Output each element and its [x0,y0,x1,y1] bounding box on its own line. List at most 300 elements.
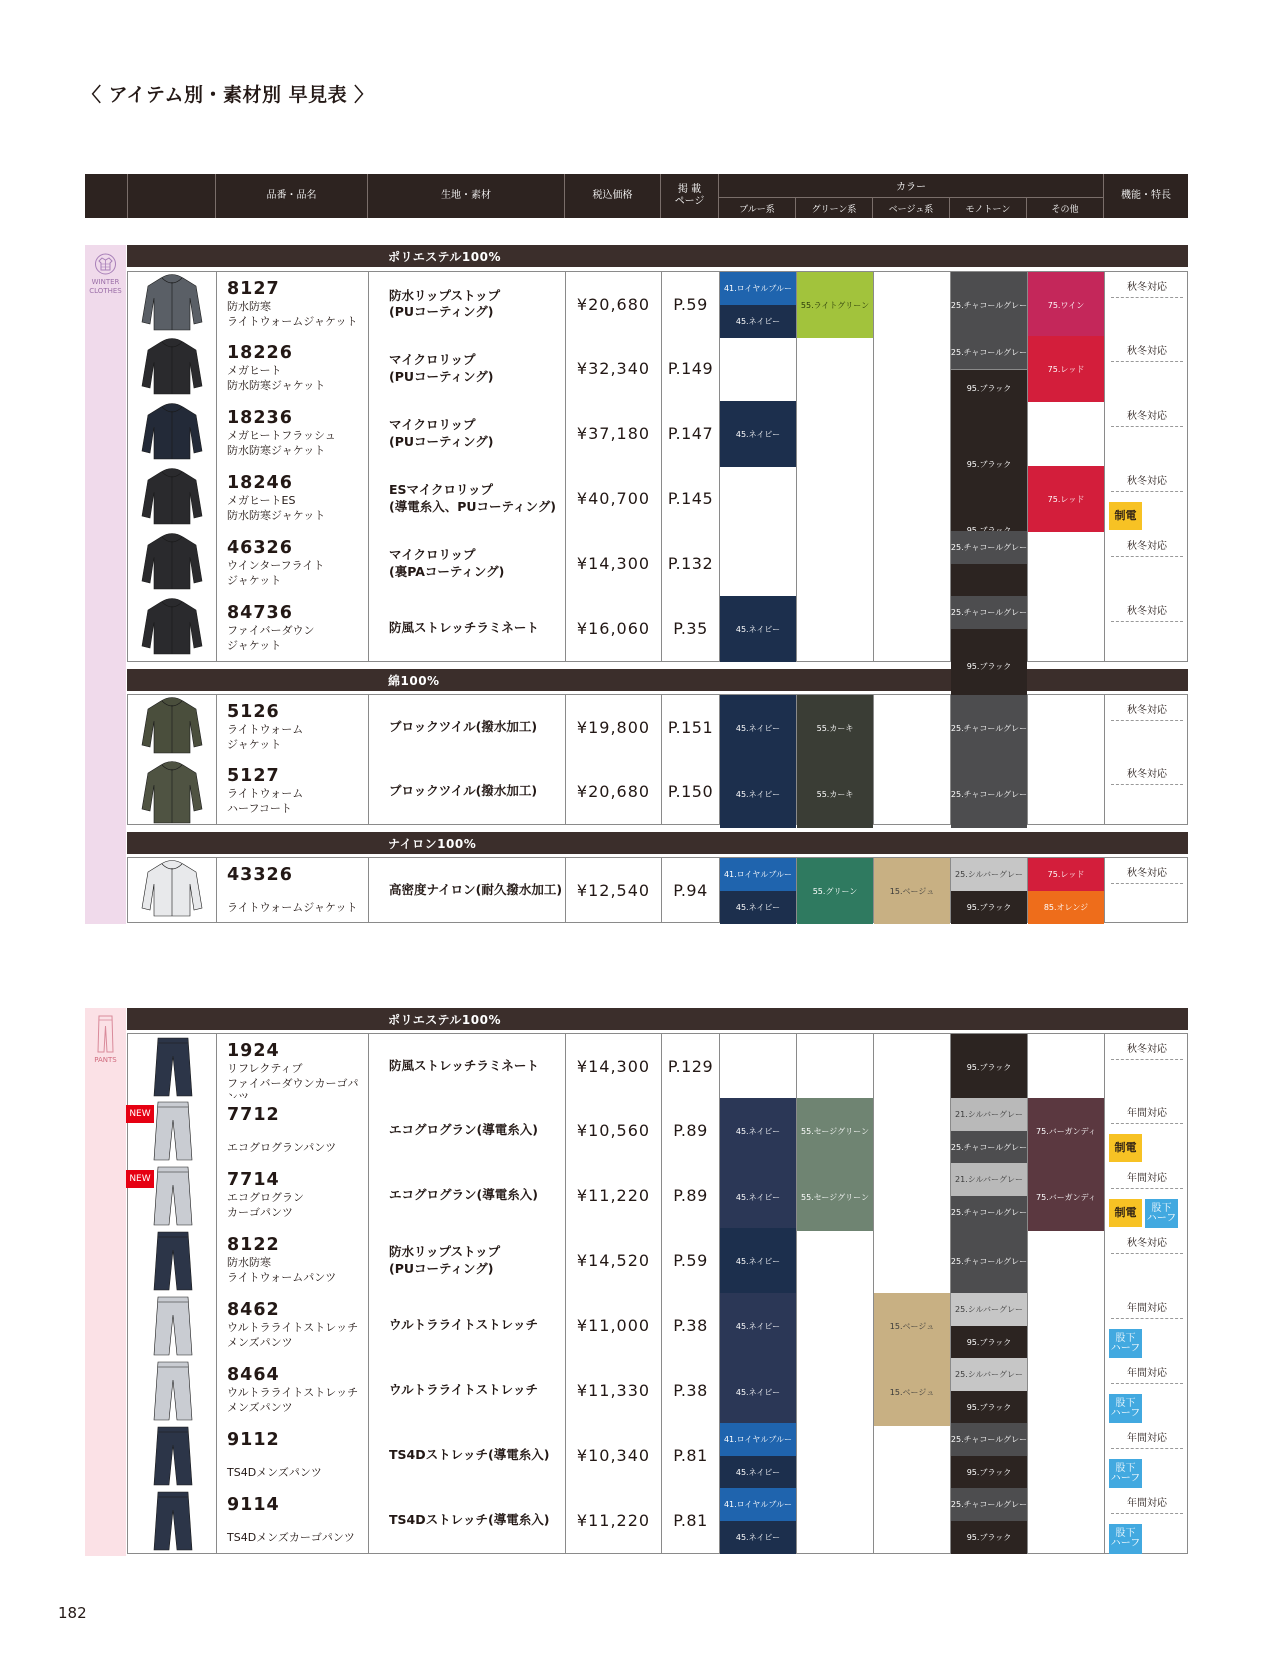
price: ¥14,300 [565,531,661,596]
pants-navy-icon [128,1488,216,1553]
color-label: 41.ロイヤルブルー [723,284,793,293]
color-swatch [951,891,1027,924]
new-badge: NEW [126,1170,154,1188]
product-name-cell [216,596,368,661]
color-cell [719,466,796,531]
product-name-cell [216,1488,368,1553]
product-image [128,336,216,401]
color-swatch [720,1423,796,1456]
color-cell [873,759,950,824]
color-swatch [951,1423,1027,1456]
color-label: 75.ワイン [1047,300,1085,310]
color-swatch [951,1456,1027,1489]
product-code: 8462 [227,1300,280,1320]
color-label: 45.ネイビー [735,429,781,439]
features-cell [1104,858,1189,922]
header-image [127,174,215,218]
product-name: ファイバーダウン ジャケット [227,624,315,652]
product-code: 5127 [227,766,280,786]
product-name: TS4Dメンズパンツ [227,1465,322,1479]
color-swatch [797,695,873,828]
jacket-black-icon [128,466,216,531]
color-swatch [951,596,1027,629]
divider [1111,361,1183,362]
color-cell [873,858,950,922]
color-cell [1027,596,1104,661]
page-ref: P.81 [661,1423,719,1488]
table-header [85,174,1188,218]
color-cell [796,596,873,661]
table-row [127,596,1188,662]
page-title: 〈 アイテム別・素材別 早見表 〉 [82,84,374,106]
features-cell [1104,272,1189,336]
features-cell [1104,531,1189,596]
product-name: メガヒートES 防水防寒ジャケット [227,494,326,522]
price: ¥14,520 [565,1228,661,1293]
color-swatch [951,1488,1027,1521]
divider [1111,491,1183,492]
page-ref: P.59 [661,272,719,336]
product-name-cell [216,1163,368,1228]
color-swatch [720,891,796,924]
color-swatch [951,1196,1027,1229]
coat-khaki-icon [128,759,216,824]
color-cell [1027,1034,1104,1098]
section-cotton: 綿100% [127,669,1188,691]
color-cell [1027,466,1104,531]
season-label: 年間対応 [1127,1368,1167,1379]
product-name-cell [216,272,368,336]
season-label: 秋冬対応 [1127,705,1167,716]
header-features: 機能・特長 [1103,174,1188,218]
color-cell [796,1293,873,1358]
header-price: 税込価格 [564,174,660,218]
price: ¥16,060 [565,596,661,661]
divider [1111,297,1183,298]
section-polyester-pants: ポリエステル100% [127,1008,1188,1030]
product-name: メガヒート 防水防寒ジャケット [227,364,326,392]
color-label: 41.ロイヤルブルー [723,1435,793,1444]
material: 防風ストレッチラミネート [368,1034,565,1098]
product-name-cell [216,1098,368,1163]
color-cell [950,272,1027,336]
color-cell [796,272,873,336]
color-label: 25.チャコールグレー [950,1435,1028,1444]
color-cell [796,1034,873,1098]
color-cell [950,1098,1027,1163]
page-ref: P.149 [661,336,719,401]
color-label: 45.ネイビー [735,624,781,634]
jacket-khaki-icon [128,695,216,759]
color-cell [719,695,796,800]
material: ブロックツイル(撥水加工) [368,759,565,824]
season-label: 秋冬対応 [1127,868,1167,879]
season-label: 秋冬対応 [1127,1238,1167,1249]
features-cell [1104,759,1189,824]
product-code: 7712 [227,1105,280,1125]
color-cell [1027,401,1104,466]
antistatic-badge: 制電 [1109,1134,1142,1162]
color-cell [719,336,796,401]
color-swatch [797,858,873,924]
product-code: 18226 [227,343,293,363]
color-label: 45.ネイビー [735,903,781,912]
product-name-cell [216,1228,368,1293]
price: ¥10,340 [565,1423,661,1488]
jacket-black-icon [128,531,216,596]
color-cell [719,1293,796,1398]
divider [1111,1513,1183,1514]
color-cell [796,531,873,596]
material: ウルトラライトストレッチ [368,1293,565,1358]
material: ブロックツイル(撥水加工) [368,695,565,759]
color-swatch [951,1293,1027,1326]
color-label: 25.チャコールグレー [950,1208,1028,1217]
product-name: TS4Dメンズカーゴパンツ [227,1530,355,1544]
color-cell [950,1423,1027,1488]
season-label: 年間対応 [1127,1498,1167,1509]
page-ref: P.38 [661,1293,719,1358]
product-name-cell [216,1293,368,1358]
color-swatch [720,695,796,828]
price: ¥19,800 [565,695,661,759]
product-code: 9112 [227,1430,280,1450]
season-label: 年間対応 [1127,1303,1167,1314]
divider [1111,720,1183,721]
color-swatch [951,1163,1027,1196]
price: ¥11,220 [565,1163,661,1228]
color-cell [950,1293,1027,1358]
color-cell [873,1098,950,1163]
color-cell [950,1034,1027,1098]
price: ¥11,000 [565,1293,661,1358]
color-label: 45.ネイビー [735,723,781,733]
half-inseam-badge: 股下 ハーフ [1109,1394,1142,1424]
divider [1111,1188,1183,1189]
header-color-blue: ブルー系 [718,198,795,218]
product-code: 18246 [227,473,293,493]
product-code: 46326 [227,538,293,558]
product-name-cell [216,401,368,466]
divider [1111,1383,1183,1384]
divider [1111,621,1183,622]
product-name: ライトウォームジャケット [227,900,358,914]
section-polyester: ポリエステル100% [127,245,1188,267]
price: ¥20,680 [565,272,661,336]
color-cell [796,466,873,531]
color-swatch [951,858,1027,891]
color-cell [1027,759,1104,824]
color-cell [950,695,1028,800]
color-cell [1027,858,1104,922]
color-swatch [720,1228,796,1294]
divider [1111,1059,1183,1060]
product-name-cell [216,858,368,922]
color-label: 95.ブラック [966,384,1012,393]
material: 高密度ナイロン(耐久撥水加工) [368,858,565,922]
material: マイクロリップ (裏PAコーティング) [368,531,565,596]
table-row [127,271,1188,337]
product-name: エコグログランパンツ [227,1140,337,1154]
category-winter-label: WINTER CLOTHES [89,278,122,295]
color-label: 45.ネイビー [735,1126,781,1136]
category-pants-label: PANTS [94,1056,117,1064]
color-label: 45.ネイビー [735,1321,781,1331]
season-label: 年間対応 [1127,1433,1167,1444]
color-cell [1027,272,1104,336]
product-name: ライトウォーム ジャケット [227,723,304,751]
product-name-cell [216,466,368,531]
color-cell [873,1293,950,1398]
product-name: メガヒートフラッシュ 防水防寒ジャケット [227,429,336,457]
header-item: 品番・品名 [215,174,367,218]
color-label: 75.バーガンディ [1036,1193,1096,1203]
price: ¥11,330 [565,1358,661,1423]
header-color-beige: ベージュ系 [872,198,949,218]
color-cell [719,531,796,596]
season-label: 秋冬対応 [1127,476,1167,487]
season-label: 秋冬対応 [1127,346,1167,357]
color-label: 45.ネイビー [735,317,781,326]
color-swatch [1028,272,1104,338]
product-code: 5126 [227,702,280,722]
color-cell [1027,531,1104,596]
color-label: 25.チャコールグレー [950,543,1028,552]
color-label: 75.レッド [1047,870,1085,879]
color-swatch [951,272,1027,338]
color-label: 95.ブラック [966,1338,1012,1347]
price: ¥32,340 [565,336,661,401]
color-label: 95.ブラック [966,1062,1012,1072]
material: エコグログラン(導電糸入) [368,1098,565,1163]
product-name: ウインターフライト ジャケット [227,559,325,587]
product-image [128,596,216,661]
jacket-black-icon [128,596,216,661]
season-label: 年間対応 [1127,1108,1167,1119]
color-cell [796,1228,873,1293]
color-cell [719,858,796,922]
features-cell [1104,401,1189,466]
color-cell [873,466,950,531]
color-cell [950,1358,1027,1423]
badge-group [1109,1524,1189,1554]
jacket-white-icon [128,858,216,922]
color-label: 25.チャコールグレー [950,1256,1028,1266]
price: ¥37,180 [565,401,661,466]
color-swatch [797,1098,873,1231]
color-swatch [720,1456,796,1489]
color-swatch [874,1293,950,1426]
page-ref: P.59 [661,1228,719,1293]
category-winter [85,245,126,924]
season-label: 秋冬対応 [1127,541,1167,552]
color-cell [719,272,796,336]
color-cell [796,1488,873,1553]
features-cell [1104,1098,1189,1163]
color-label: 55.カーキ [816,723,854,733]
color-swatch [951,695,1027,828]
color-swatch [951,1131,1027,1164]
color-label: 95.ブラック [966,662,1012,671]
color-label: 15.ベージュ [889,1388,935,1398]
features-cell [1104,1293,1189,1358]
season-label: 秋冬対応 [1127,606,1167,617]
color-label: 75.レッド [1047,364,1085,374]
page-ref: P.81 [661,1488,719,1553]
divider [1111,883,1183,884]
color-label: 75.バーガンディ [1036,1126,1096,1136]
color-cell [1027,1488,1104,1553]
color-swatch [720,858,796,891]
category-pants [85,1008,126,1556]
color-swatch [951,1098,1027,1131]
color-cell [719,1098,796,1203]
color-cell [719,401,796,466]
price: ¥14,300 [565,1034,661,1098]
antistatic-badge: 制電 [1109,1199,1142,1227]
color-label: 95.ブラック [966,1468,1012,1477]
page-ref: P.89 [661,1163,719,1228]
color-label: 55.グリーン [812,886,858,896]
page-ref: P.35 [661,596,719,661]
page-ref: P.94 [661,858,719,922]
page-ref: P.132 [661,531,719,596]
color-cell [873,401,950,466]
product-image [128,466,216,531]
product-name-cell [216,1423,368,1488]
product-code: 18236 [227,408,293,428]
color-cell [873,1034,950,1098]
table-row [127,466,1188,532]
product-code: 1924 [227,1041,280,1061]
features-cell [1104,1163,1189,1228]
season-label: 秋冬対応 [1127,1044,1167,1055]
color-cell [796,695,873,800]
color-cell [719,1034,796,1098]
color-swatch [720,1488,796,1521]
color-cell [1027,1423,1104,1488]
page-ref: P.89 [661,1098,719,1163]
pants-navy-icon [128,1228,216,1293]
material: TS4Dストレッチ(導電糸入) [368,1488,565,1553]
product-code: 43326 [227,865,293,885]
color-cell [950,1228,1027,1293]
color-cell [719,1423,796,1488]
color-cell [873,336,950,401]
color-cell [873,695,950,759]
color-cell [796,1358,873,1423]
color-cell [873,1488,950,1553]
product-image [128,759,216,824]
color-cell [950,1488,1027,1553]
season-label: 秋冬対応 [1127,411,1167,422]
badge-group [1109,1459,1189,1489]
features-cell [1104,1034,1189,1098]
color-swatch [874,858,950,924]
color-label: 25.チャコールグレー [950,1500,1028,1509]
features-cell [1104,695,1189,759]
color-swatch [1028,858,1104,891]
product-name: 防水防寒 ライトウォームジャケット [227,300,358,328]
header-color-other: その他 [1026,198,1103,218]
header-color-green: グリーン系 [795,198,872,218]
material: 防水リップストップ (PUコーティング) [368,1228,565,1293]
color-cell [1027,1228,1104,1293]
product-image [128,1423,216,1488]
color-label: 25.チャコールグレー [950,1143,1028,1152]
price: ¥20,680 [565,759,661,824]
color-label: 25.シルバーグレー [955,1370,1023,1379]
color-swatch [951,336,1027,369]
product-image [128,858,216,922]
price: ¥40,700 [565,466,661,531]
page-ref: P.151 [661,695,719,759]
product-name: リフレクティブ ファイバーダウンカーゴパ [227,1062,359,1090]
table-row [127,1488,1188,1554]
color-label: 25.チャコールグレー [950,723,1028,733]
color-swatch [1028,466,1104,532]
color-cell [1027,336,1104,401]
product-name-cell [216,1034,368,1098]
color-swatch [951,1358,1027,1391]
color-label: 41.ロイヤルブルー [723,870,793,879]
page-ref: P.38 [661,1358,719,1423]
color-label: 15.ベージュ [889,886,935,896]
header-color: カラー [718,174,1103,198]
color-cell [1027,695,1104,759]
color-swatch [951,1521,1027,1554]
color-swatch [720,305,796,338]
color-label: 55.セージグリーン [801,1193,869,1203]
season-label: 秋冬対応 [1127,769,1167,780]
color-swatch [720,1521,796,1554]
color-label: 75.レッド [1047,494,1085,504]
jacket-navy-icon [128,401,216,466]
badge-group [1109,1199,1189,1229]
color-swatch [951,1391,1027,1424]
material: マイクロリップ (PUコーティング) [368,401,565,466]
color-cell [950,858,1027,922]
features-cell [1104,466,1189,531]
jacket-black-icon [128,336,216,401]
material: マイクロリップ (PUコーティング) [368,336,565,401]
jacket-grey-icon [128,272,216,336]
color-swatch [720,272,796,305]
color-label: 45.ネイビー [735,1468,781,1477]
badge-group [1109,502,1189,530]
table-row [127,1358,1188,1424]
color-cell [873,596,950,661]
table-row [127,1033,1188,1099]
color-label: 45.ネイビー [735,790,781,800]
features-cell [1104,596,1189,661]
material: TS4Dストレッチ(導電糸入) [368,1423,565,1488]
product-name-cell [216,695,368,759]
pants-navy-icon [128,1423,216,1488]
color-swatch [720,1293,796,1426]
header-blank [85,174,127,218]
material: ESマイクロリップ (導電糸入、PUコーティング) [368,466,565,531]
antistatic-badge: 制電 [1109,502,1142,530]
color-cell [719,1488,796,1553]
page-ref: P.145 [661,466,719,531]
header-material: 生地・素材 [367,174,564,218]
color-cell [719,596,796,661]
product-image [128,401,216,466]
badge-group [1109,1329,1189,1359]
color-cell [950,336,1028,671]
price: ¥10,560 [565,1098,661,1163]
